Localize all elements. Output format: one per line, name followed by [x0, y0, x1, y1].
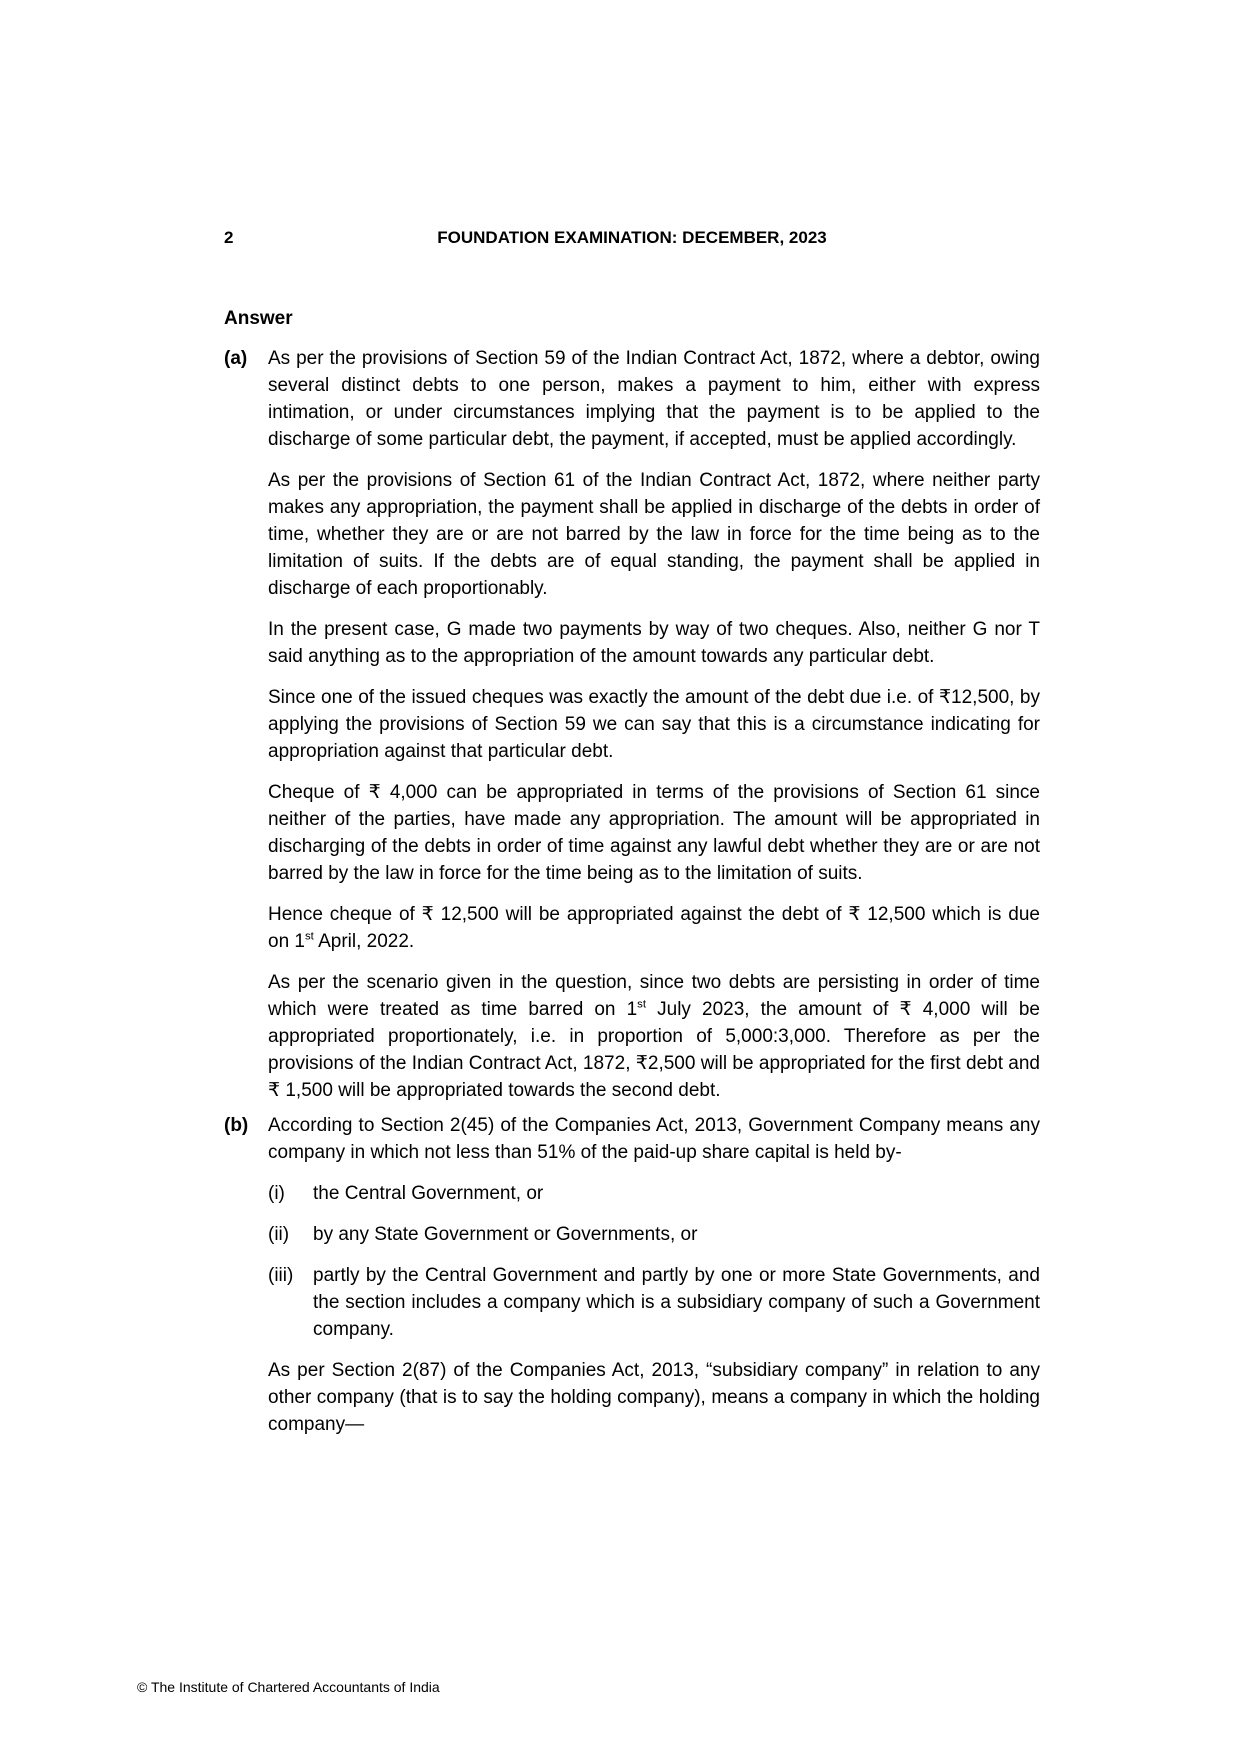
sublist-item-i: [268, 1180, 1040, 1207]
paragraph-a5: Cheque of ₹ 4,000 can be appropriated in terms of the provisions of Section 61 since neither of the parties, have made any appropriation. The amount will be appropriated in discharging of the debts in order of time against any lawful debt whether they are or are not barred by the law in force for the time being as to the limitation of suits.: [268, 782, 1040, 884]
item-b-body: [268, 1112, 1040, 1438]
sublist-item-iii-label: (iii): [268, 1265, 294, 1286]
page-header-title: FOUNDATION EXAMINATION: DECEMBER, 2023: [437, 228, 827, 247]
sublist-item-ii-label: (ii): [268, 1224, 290, 1245]
item-a-label: (a): [224, 348, 248, 369]
item-a-body: [268, 345, 1040, 1104]
page-footer: © The Institute of Chartered Accountants of India: [137, 1679, 440, 1695]
sublist-item-i-label: (i): [268, 1183, 285, 1204]
paragraph-a7: As per the scenario given in the question, since two debts are persisting in order of time which were treated as time barred on 1st July 2023, the amount of ₹ 4,000 will be appropriated proportionately, i.e. in proportion of 5,000:3,000. Therefore as per the provisions of the Indian Contract Act, 1872, ₹2,500 will be appropriated for the first debt and ₹ 1,500 will be appropriated towards the second debt.: [268, 972, 1040, 1101]
answer-item-b: [224, 1112, 1040, 1438]
paragraph-a3: In the present case, G made two payments by way of two cheques. Also, neither G nor T said anything as to the appropriation of the amount towards any particular debt.: [268, 619, 1040, 667]
sublist-item-ii: [268, 1221, 1040, 1248]
answer-section: [224, 305, 1040, 1446]
paragraph-a4: Since one of the issued cheques was exactly the amount of the debt due i.e. of ₹12,500, by applying the provisions of Section 59 we can say that this is a circumstance indicating for appropriation against that particular debt.: [268, 687, 1040, 762]
sublist-item-ii-text: by any State Government or Governments, or: [313, 1224, 698, 1245]
paragraph-a6: Hence cheque of ₹ 12,500 will be appropriated against the debt of ₹ 12,500 which is due on 1st April, 2022.: [268, 904, 1040, 952]
paragraph-a1: As per the provisions of Section 59 of the Indian Contract Act, 1872, where a debtor, owing several distinct debts to one person, makes a payment to him, either with express intimation, or under circumstances implying that the payment is to be applied to the discharge of some particular debt, the payment, if accepted, must be applied accordingly.: [268, 348, 1040, 450]
sublist-item-iii: [268, 1262, 1040, 1343]
sublist-item-i-text: the Central Government, or: [313, 1183, 544, 1204]
answer-heading: Answer: [224, 308, 293, 329]
page-header: [224, 228, 1040, 248]
page-number: 2: [224, 228, 234, 247]
answer-item-a: [224, 345, 1040, 1104]
paragraph-a2: As per the provisions of Section 61 of the Indian Contract Act, 1872, where neither party makes any appropriation, the payment shall be applied in discharge of the debts in order of time, whether they are or are not barred by the law in force for the time being as to the limitation of suits. If the debts are of equal standing, the payment shall be applied in discharge of each proportionably.: [268, 470, 1040, 599]
item-b-label: (b): [224, 1115, 249, 1136]
sublist-item-iii-text: partly by the Central Government and partly by one or more State Governments, and the section includes a company which is a subsidiary company of such a Government company.: [313, 1265, 1040, 1340]
paragraph-b-closing: As per Section 2(87) of the Companies Act, 2013, “subsidiary company” in relation to any other company (that is to say the holding company), means a company in which the holding company—: [268, 1360, 1040, 1435]
paragraph-b-intro: According to Section 2(45) of the Companies Act, 2013, Government Company means any company in which not less than 51% of the paid-up share capital is held by-: [268, 1115, 1040, 1163]
